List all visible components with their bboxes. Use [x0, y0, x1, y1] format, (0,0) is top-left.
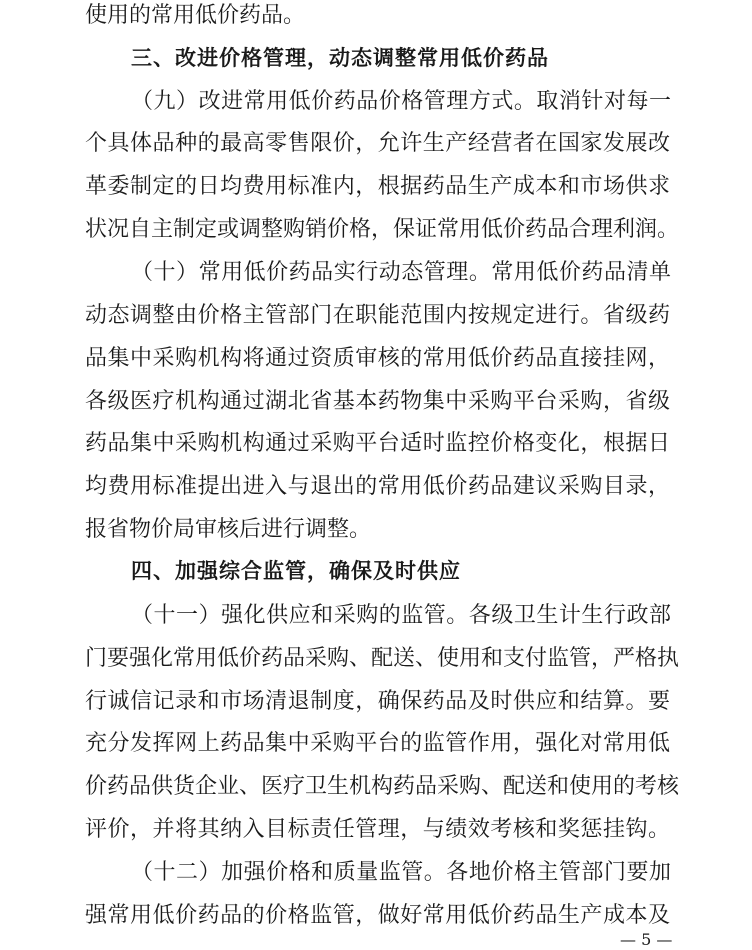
- body-line: （十）常用低价药品实行动态管理。常用低价药品清单: [131, 260, 671, 285]
- body-line: 门要强化常用低价药品采购、配送、使用和支付监管，严格执: [85, 646, 680, 671]
- section-heading-4: 四、加强综合监管，确保及时供应: [131, 559, 461, 583]
- body-line: 革委制定的日均费用标准内，根据药品生产成本和市场供求: [85, 174, 670, 199]
- body-line: 各级医疗机构通过湖北省基本药物集中采购平台采购，省级: [85, 389, 670, 414]
- body-line: 价药品供货企业、医疗卫生机构药品采购、配送和使用的考核: [85, 774, 680, 799]
- body-line: 状况自主制定或调整购销价格，保证常用低价药品合理利润。: [85, 217, 680, 242]
- section-heading-3: 三、改进价格管理，动态调整常用低价药品: [131, 46, 549, 70]
- body-line: （十一）强化供应和采购的监管。各级卫生计生行政部: [131, 603, 671, 628]
- body-line: 报省物价局审核后进行调整。: [85, 517, 372, 542]
- body-line: （九）改进常用低价药品价格管理方式。取消针对每一: [131, 89, 671, 114]
- body-line: 充分发挥网上药品集中采购平台的监管作用，强化对常用低: [85, 731, 670, 756]
- body-line: 使用的常用低价药品。: [85, 3, 306, 28]
- body-line: 个具体品种的最高零售限价，允许生产经营者在国家发展改: [85, 131, 670, 156]
- body-line: 品集中采购机构将通过资质审核的常用低价药品直接挂网，: [85, 346, 670, 371]
- body-line: 强常用低价药品的价格监管，做好常用低价药品生产成本及: [85, 903, 670, 928]
- body-line: 行诚信记录和市场清退制度，确保药品及时供应和结算。要: [85, 689, 670, 714]
- body-line: （十二）加强价格和质量监管。各地价格主管部门要加: [131, 860, 671, 885]
- body-line: 动态调整由价格主管部门在职能范围内按规定进行。省级药: [85, 303, 670, 328]
- body-line: 药品集中采购机构通过采购平台适时监控价格变化，根据日: [85, 431, 670, 456]
- page-number: — 5 —: [620, 930, 673, 949]
- body-line: 均费用标准提出进入与退出的常用低价药品建议采购目录，: [85, 474, 670, 499]
- body-line: 评价，并将其纳入目标责任管理，与绩效考核和奖惩挂钩。: [85, 817, 670, 842]
